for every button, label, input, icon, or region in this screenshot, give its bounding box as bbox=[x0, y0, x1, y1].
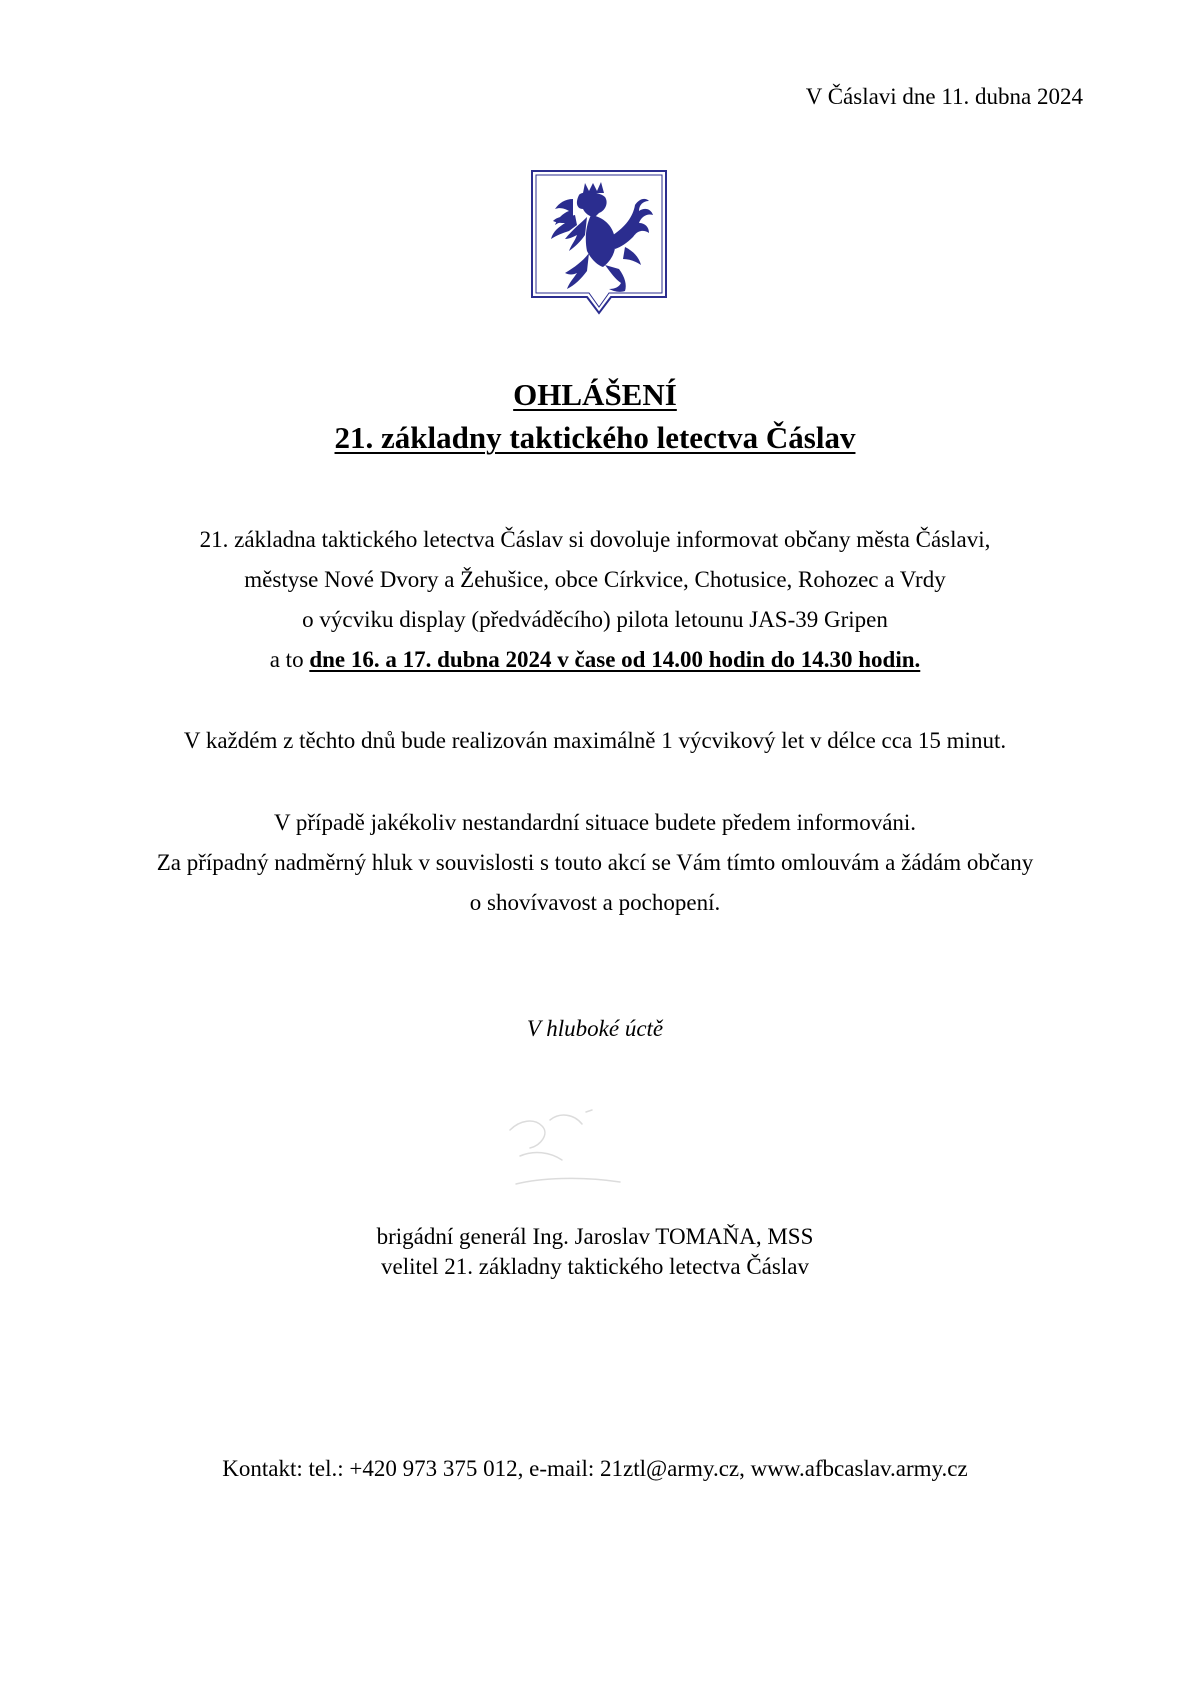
announcement-subtitle: 21. základny taktického letectva Čáslav bbox=[334, 420, 856, 455]
handwritten-signature-icon bbox=[490, 1090, 660, 1200]
signatory-name: brigádní generál Ing. Jaroslav TOMAŇA, MSS bbox=[376, 1224, 814, 1249]
schedule-prefix: a to bbox=[269, 647, 310, 672]
paragraph2-line: V každém z těchto dnů bude realizován maximálně 1 výcvikový let v délce cca 15 minut. bbox=[183, 728, 1007, 753]
closing-salutation: V hluboké úctě bbox=[526, 1016, 664, 1041]
schedule-date-time: dne 16. a 17. dubna 2024 v čase od 14.00 hodin do 14.30 hodin. bbox=[309, 647, 921, 672]
paragraph1-line2: městyse Nové Dvory a Žehušice, obce Církvice, Chotusice, Rohozec a Vrdy bbox=[244, 567, 946, 592]
date-line: V Čáslavi dne 11. dubna 2024 bbox=[805, 84, 1083, 109]
announcement-title: OHLÁŠENÍ bbox=[513, 377, 677, 412]
heraldic-lion-icon bbox=[529, 169, 669, 315]
paragraph1-line4 bbox=[0, 647, 1190, 673]
paragraph1-line1: 21. základna taktického letectva Čáslav si dovoluje informovat občany města Čáslavi, bbox=[199, 527, 991, 552]
paragraph1-line3: o výcviku display (předváděcího) pilota letounu JAS-39 Gripen bbox=[302, 607, 888, 632]
contact-footer: Kontakt: tel.: +420 973 375 012, e-mail: 21ztl@army.cz, www.afbcaslav.army.cz bbox=[222, 1456, 968, 1481]
paragraph3-line3: o shovívavost a pochopení. bbox=[469, 890, 721, 915]
signatory-role: velitel 21. základny taktického letectva Čáslav bbox=[381, 1254, 809, 1279]
paragraph3-line1: V případě jakékoliv nestandardní situace budete předem informováni. bbox=[273, 810, 917, 835]
paragraph3-line2: Za případný nadměrný hluk v souvislosti s touto akcí se Vám tímto omlouvám a žádám občany bbox=[156, 850, 1034, 875]
